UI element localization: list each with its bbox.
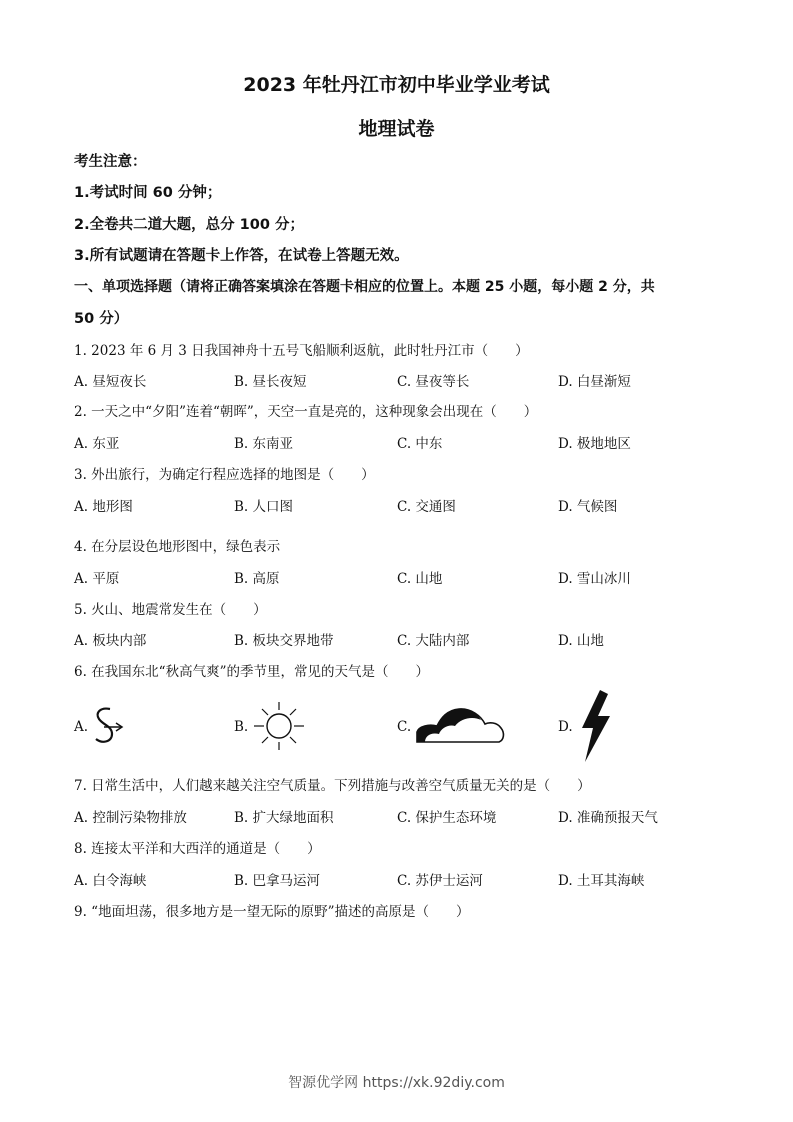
option-c: C. 昼夜等长: [397, 374, 470, 390]
option-d: D. 白昼渐短: [558, 374, 631, 390]
option-a: A. 控制污染物排放: [74, 810, 187, 826]
overcast-icon: [415, 702, 507, 746]
option-c: C.: [397, 719, 412, 735]
option-b: B. 人口图: [234, 499, 294, 515]
option-a: A.: [74, 719, 89, 735]
question-stem: 5. 火山、地震常发生在（ ）: [74, 602, 267, 618]
option-d: D. 雪山冰川: [558, 571, 631, 587]
option-c: C. 山地: [397, 571, 443, 587]
section-heading: 一、单项选择题（请将正确答案填涂在答题卡相应的位置上。本题 25 小题，每小题 2 分，共: [74, 279, 655, 295]
question-stem: 4. 在分层设色地形图中，绿色表示: [74, 539, 281, 555]
notice-item: 3.所有试题请在答题卡上作答，在试卷上答题无效。: [74, 248, 409, 264]
option-d: D.: [558, 719, 573, 735]
question-stem: 6. 在我国东北“秋高气爽”的季节里，常见的天气是（ ）: [74, 664, 429, 680]
question-stem: 1. 2023 年 6 月 3 日我国神舟十五号飞船顺利返航，此时牡丹江市（ ）: [74, 343, 529, 359]
option-d: D. 极地地区: [558, 436, 631, 452]
option-b: B. 昼长夜短: [234, 374, 307, 390]
option-d: D. 山地: [558, 633, 604, 649]
option-d: D. 气候图: [558, 499, 618, 515]
question-stem: 3. 外出旅行，为确定行程应选择的地图是（ ）: [74, 467, 375, 483]
option-a: A. 昼短夜长: [74, 374, 147, 390]
sandstorm-icon: [90, 704, 126, 748]
exam-subtitle: 地理试卷: [358, 118, 435, 140]
option-a: A. 板块内部: [74, 633, 147, 649]
option-b: B. 东南亚: [234, 436, 294, 452]
exam-title: 2023 年牡丹江市初中毕业学业考试: [243, 74, 550, 96]
option-a: A. 白令海峡: [74, 873, 147, 889]
question-stem: 2. 一天之中“夕阳”连着“朝晖”，天空一直是亮的，这种现象会出现在（ ）: [74, 404, 538, 420]
option-a: A. 东亚: [74, 436, 120, 452]
footer-watermark: 智源优学网 https://xk.92diy.com: [288, 1075, 505, 1091]
option-d: D. 土耳其海峡: [558, 873, 645, 889]
lightning-icon: [578, 688, 614, 764]
option-c: C. 大陆内部: [397, 633, 470, 649]
option-c: C. 交通图: [397, 499, 456, 515]
notice-item: 1.考试时间 60 分钟；: [74, 185, 222, 201]
option-b: B. 高原: [234, 571, 280, 587]
option-d: D. 准确预报天气: [558, 810, 658, 826]
notice-item: 2.全卷共二道大题，总分 100 分；: [74, 217, 304, 233]
section-heading-cont: 50 分）: [74, 311, 129, 327]
question-stem: 7. 日常生活中，人们越来越关注空气质量。下列措施与改善空气质量无关的是（ ）: [74, 778, 591, 794]
notice-heading: 考生注意：: [74, 154, 147, 170]
option-c: C. 苏伊士运河: [397, 873, 483, 889]
option-c: C. 中东: [397, 436, 443, 452]
question-stem: 8. 连接太平洋和大西洋的通道是（ ）: [74, 841, 321, 857]
sunny-icon: [251, 700, 307, 752]
option-a: A. 平原: [74, 571, 120, 587]
option-c: C. 保护生态环境: [397, 810, 497, 826]
option-a: A. 地形图: [74, 499, 133, 515]
option-b: B. 巴拿马运河: [234, 873, 321, 889]
option-b: B. 扩大绿地面积: [234, 810, 334, 826]
question-stem: 9. “地面坦荡，很多地方是一望无际的原野”描述的高原是（ ）: [74, 904, 470, 920]
option-b: B. 板块交界地带: [234, 633, 334, 649]
option-b: B.: [234, 719, 249, 735]
